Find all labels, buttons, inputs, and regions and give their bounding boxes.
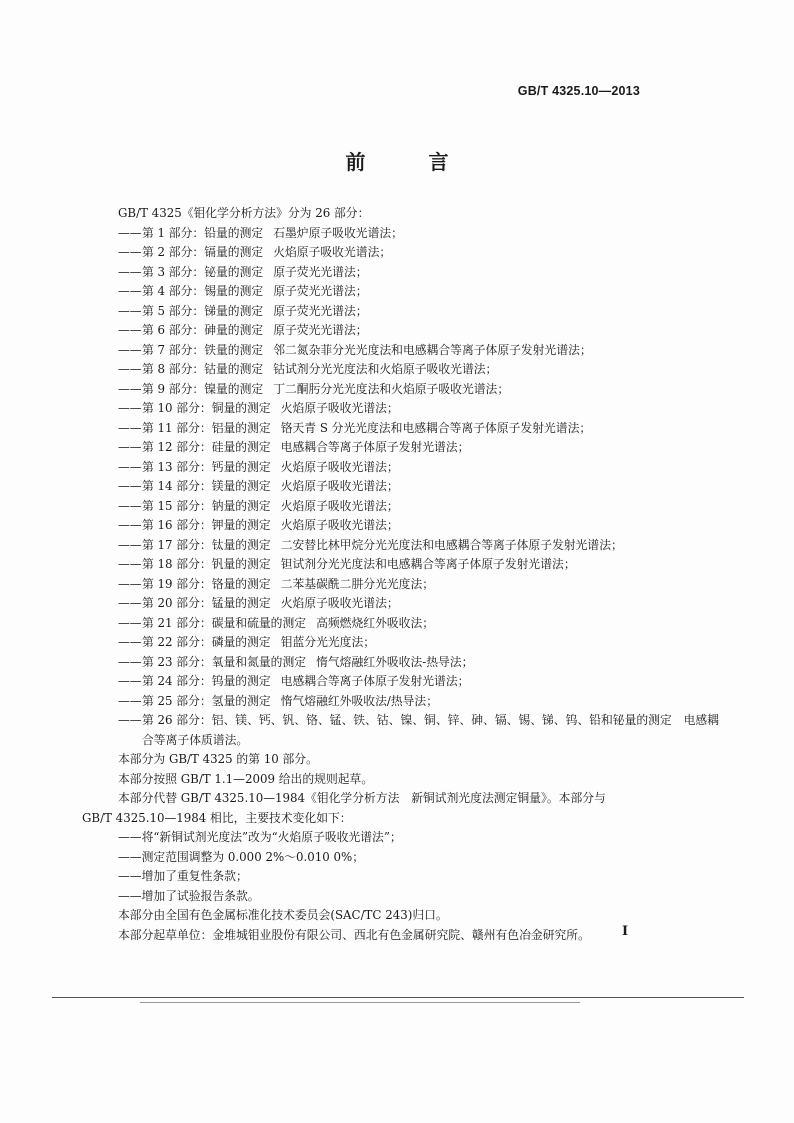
list-dash: —— [118, 303, 142, 318]
part-method: 石墨炉原子吸收光谱法； [273, 225, 403, 240]
list-dash: —— [118, 693, 142, 708]
part-method: 原子荧光光谱法； [273, 303, 368, 318]
part-label: 第 12 部分：硅量的测定 [142, 440, 271, 454]
part-method: 火焰原子吸收光谱法； [280, 479, 399, 493]
part-method: 火焰原子吸收光谱法； [280, 459, 399, 474]
list-dash: —— [118, 420, 142, 435]
foreword-body [82, 204, 719, 945]
part-list-item [118, 360, 638, 380]
list-dash: —— [118, 537, 142, 552]
part-label: 第 2 部分：镉量的测定 [142, 245, 264, 259]
part-method: 火焰原子吸收光谱法； [280, 498, 399, 513]
part-label: 第 8 部分：钴量的测定 [142, 362, 264, 376]
list-dash: —— [118, 459, 142, 474]
list-dash: —— [118, 245, 142, 259]
part-label: 第 10 部分：铜量的测定 [142, 401, 271, 415]
paragraph-part-number: 本部分为 GB/T 4325 的第 10 部分。 [118, 752, 318, 766]
list-dash: —— [118, 225, 142, 240]
part-list-item [118, 497, 638, 517]
part-list-item [118, 380, 638, 400]
part-method: 电感耦合等离子体原子发射光谱法； [280, 440, 470, 454]
part-method: 惰气熔融红外吸收法/热导法； [280, 693, 439, 708]
part-label: 第 19 部分：铬量的测定 [142, 576, 271, 591]
part-label: 第 14 部分：镁量的测定 [142, 479, 271, 493]
part-label: 第 22 部分：磷量的测定 [142, 635, 271, 649]
list-dash: —— [118, 381, 142, 396]
part-label: 第 7 部分：铁量的测定 [142, 342, 264, 357]
list-dash: —— [118, 440, 142, 454]
page-title: 前 言 [345, 150, 477, 174]
part-method: 钴试剂分光光度法和火焰原子吸收光谱法； [273, 362, 498, 376]
part-list-item [118, 575, 638, 595]
paragraph-drafting-units: 本部分起草单位：金堆城钼业股份有限公司、西北有色金属研究院、赣州有色冶金研究所。 [118, 927, 590, 942]
part-list-item [118, 224, 638, 244]
part-26-line1: 第 26 部分：铝、镁、钙、钒、铬、锰、铁、钴、镍、铜、锌、砷、镉、锡、锑、钨、铅和铋量的测定 电感耦 [142, 713, 719, 727]
part-method: 惰气熔融红外吸收法-热导法； [316, 654, 474, 669]
part-method: 火焰原子吸收光谱法； [280, 401, 399, 415]
list-dash: —— [118, 635, 142, 649]
part-list-item [118, 263, 638, 283]
part-method: 二安替比林甲烷分光光度法和电感耦合等离子体原子发射光谱法； [280, 537, 623, 552]
part-26-item [118, 711, 719, 731]
paragraph-replaces-line1: 本部分代替 GB/T 4325.10—1984《钼化学分析方法 新铜试剂光度法测定铜量》。本部分与 [118, 791, 606, 805]
part-label: 第 13 部分：钙量的测定 [142, 459, 271, 474]
part-method: 邻二氮杂菲分光光度法和电感耦合等离子体原子发射光谱法； [273, 342, 592, 357]
list-dash: —— [118, 518, 142, 532]
part-label: 第 1 部分：铅量的测定 [142, 225, 264, 240]
list-dash: —— [118, 284, 142, 298]
part-list-item [118, 633, 638, 653]
part-label: 第 9 部分：镍量的测定 [142, 381, 264, 396]
part-method: 原子荧光光谱法； [273, 264, 368, 279]
list-dash: —— [118, 401, 142, 415]
part-label: 第 15 部分：钠量的测定 [142, 498, 271, 513]
part-list-item [118, 458, 638, 478]
part-method: 铬天青 S 分光光度法和电感耦合等离子体原子发射光谱法； [280, 420, 592, 435]
change-item: ——增加了试验报告条款。 [118, 888, 260, 903]
list-dash: —— [118, 576, 142, 591]
part-label: 第 20 部分：锰量的测定 [142, 596, 271, 610]
list-dash: —— [118, 498, 142, 513]
list-dash: —— [118, 615, 142, 630]
part-26-item-cont [118, 731, 638, 751]
part-label: 第 18 部分：钒量的测定 [142, 557, 271, 571]
part-method: 电感耦合等离子体原子发射光谱法； [280, 674, 470, 688]
part-list-item [118, 399, 638, 419]
footer-rule-secondary [140, 1002, 580, 1003]
part-label: 第 4 部分：锡量的测定 [142, 284, 264, 298]
part-method: 钽试剂分光光度法和电感耦合等离子体原子发射光谱法； [280, 557, 576, 571]
part-list-item [118, 321, 638, 341]
intro-text: GB/T 4325《钼化学分析方法》分为 26 部分： [118, 206, 370, 220]
part-method: 火焰原子吸收光谱法； [273, 245, 392, 259]
part-label: 第 24 部分：钨量的测定 [142, 674, 271, 688]
list-dash: —— [118, 674, 142, 688]
part-method: 二苯基碳酰二肼分光光度法； [280, 576, 435, 591]
part-label: 第 6 部分：砷量的测定 [142, 323, 264, 337]
part-list-item [118, 594, 638, 614]
list-dash: —— [118, 362, 142, 376]
list-dash: —— [118, 596, 142, 610]
paragraph-drafting-rules: 本部分按照 GB/T 1.1—2009 给出的规则起草。 [118, 771, 374, 786]
part-label: 第 5 部分：锑量的测定 [142, 303, 264, 318]
part-list-item [118, 692, 638, 712]
page-number: I [622, 924, 629, 939]
parts-list [118, 224, 638, 712]
part-method: 火焰原子吸收光谱法； [280, 596, 399, 610]
paragraph-responsible-committee: 本部分由全国有色金属标准化技术委员会(SAC/TC 243)归口。 [118, 908, 448, 922]
part-list-item [118, 536, 638, 556]
part-label: 第 17 部分：钛量的测定 [142, 537, 271, 552]
part-list-item [118, 438, 638, 458]
part-method: 丁二酮肟分光光度法和火焰原子吸收光谱法； [273, 381, 510, 396]
part-list-item [118, 341, 638, 361]
change-item: ——将“新铜试剂光度法”改为“火焰原子吸收光谱法”； [118, 830, 402, 844]
list-dash: —— [118, 342, 142, 357]
part-method: 火焰原子吸收光谱法； [280, 518, 399, 532]
part-list-item [118, 243, 638, 263]
part-method: 钼蓝分光光度法； [280, 635, 376, 649]
list-dash: —— [118, 557, 142, 571]
change-item: ——增加了重复性条款； [118, 869, 248, 883]
part-label: 第 25 部分：氢量的测定 [142, 693, 271, 708]
part-list-item [118, 477, 638, 497]
part-label: 第 16 部分：钾量的测定 [142, 518, 271, 532]
part-list-item [118, 282, 638, 302]
part-list-item [118, 302, 638, 322]
list-dash: —— [118, 654, 142, 669]
list-dash: —— [118, 479, 142, 493]
part-list-item [118, 419, 638, 439]
part-list-item [118, 653, 638, 673]
list-dash: —— [118, 713, 142, 727]
standard-number: GB/T 4325.10—2013 [517, 84, 640, 98]
part-method: 原子荧光光谱法； [273, 284, 368, 298]
part-label: 第 21 部分：碳量和硫量的测定 [142, 615, 307, 630]
list-dash: —— [118, 264, 142, 279]
footer-rule [52, 997, 744, 998]
part-label: 第 11 部分：铝量的测定 [142, 420, 271, 435]
paragraph-replaces-line2: GB/T 4325.10—1984 相比，主要技术变化如下： [82, 810, 352, 825]
part-label: 第 3 部分：铋量的测定 [142, 264, 264, 279]
part-list-item [118, 672, 638, 692]
change-item: ——测定范围调整为 0.000 2%～0.010 0%； [118, 849, 364, 864]
part-method: 原子荧光光谱法； [273, 323, 368, 337]
part-label: 第 23 部分：氧量和氮量的测定 [142, 654, 307, 669]
part-list-item [118, 516, 638, 536]
part-list-item [118, 614, 638, 634]
part-method: 高频燃烧红外吸收法； [316, 615, 435, 630]
list-dash: —— [118, 323, 142, 337]
part-26-line2: 合等离子体质谱法。 [142, 732, 249, 747]
part-list-item [118, 555, 638, 575]
